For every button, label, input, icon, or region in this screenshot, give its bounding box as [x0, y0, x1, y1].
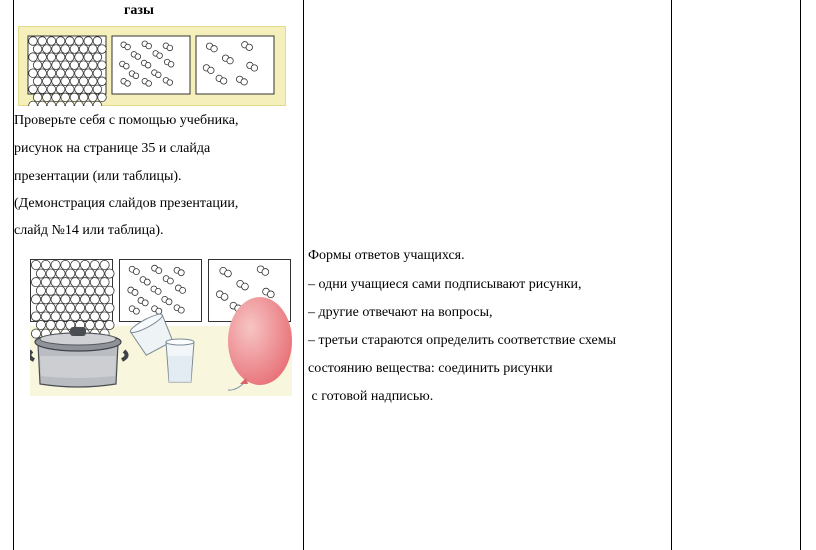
solid-particle	[100, 278, 109, 287]
solid-particle	[61, 77, 70, 86]
liquid-particle	[167, 278, 173, 284]
solid-particle	[79, 45, 88, 54]
liquid-particle	[135, 54, 141, 60]
solid-particle	[75, 37, 84, 46]
solid-particle	[29, 37, 38, 46]
solid-particle	[33, 93, 42, 102]
solid-particle	[75, 101, 84, 106]
solid-particle	[100, 295, 109, 304]
solid-particle	[89, 61, 98, 70]
solid-particle	[66, 85, 75, 94]
solid-particle	[52, 45, 61, 54]
solid-particle	[79, 77, 88, 86]
liquid-particle	[178, 307, 184, 313]
liquid-particle	[156, 308, 162, 314]
instruction-line: слайд №14 или таблица).	[14, 223, 164, 238]
instruction-line: Проверьте себя с помощью учебника,	[14, 113, 239, 128]
solid-particle	[80, 312, 89, 321]
solid-particle	[93, 85, 102, 94]
gas-particle	[221, 294, 228, 301]
gas-particle	[225, 270, 232, 277]
solid-particle	[61, 61, 70, 70]
solid-particle	[84, 85, 93, 94]
solid-particle	[36, 286, 45, 295]
solid-particle	[66, 53, 75, 62]
solid-particle	[47, 69, 56, 78]
solid-particle	[56, 85, 65, 94]
table-column-divider-2	[671, 0, 672, 550]
gas-particle	[220, 78, 226, 84]
solid-particle	[29, 101, 38, 106]
solid-particle	[66, 269, 75, 278]
solid-particle	[61, 278, 70, 287]
liquid-particle	[157, 53, 163, 59]
solid-particle	[66, 303, 75, 312]
solid-particle	[43, 45, 52, 54]
answer-forms-heading: Формы ответов учащихся.	[308, 248, 465, 263]
solid-particle	[61, 45, 70, 54]
solid-particle	[46, 269, 55, 278]
solid-particle	[71, 260, 80, 269]
gas-particle	[267, 291, 274, 298]
answer-form-item-continuation: с готовой надписью.	[308, 389, 434, 404]
solid-particle	[66, 286, 75, 295]
liquid-particle	[145, 62, 151, 68]
solid-particle	[33, 45, 42, 54]
solid-particle	[84, 101, 93, 106]
solid-particle	[41, 312, 50, 321]
solid-particle	[80, 260, 89, 269]
solid-particle	[38, 85, 47, 94]
gas-particle	[251, 65, 257, 71]
solid-particle	[38, 53, 47, 62]
gas-particle	[227, 58, 233, 64]
solid-particle	[29, 85, 38, 94]
solid-particle	[46, 320, 55, 329]
solid-particle	[56, 286, 65, 295]
solid-particle	[61, 295, 70, 304]
gas-particle	[211, 46, 217, 52]
answer-form-item: – третьи стараются определить соответствие схемы	[308, 333, 616, 348]
answer-form-item: – одни учащиеся сами подписывают рисунки,	[308, 277, 582, 292]
gas-particle	[262, 269, 269, 276]
solid-particle	[51, 295, 60, 304]
solid-particle	[85, 303, 94, 312]
liquid-particle	[133, 269, 139, 275]
solid-particle	[105, 320, 114, 329]
liquid-particle	[142, 300, 148, 306]
liquid-particle	[178, 270, 184, 276]
liquid-particle	[167, 45, 173, 51]
solid-particle	[29, 53, 38, 62]
solid-particle	[75, 69, 84, 78]
solid-particle	[66, 101, 75, 106]
solid-particle	[41, 260, 50, 269]
solid-particle	[98, 77, 107, 86]
solid-particle	[98, 93, 107, 102]
gas-particle	[242, 283, 249, 290]
solid-particle	[70, 93, 79, 102]
liquid-particle	[156, 72, 162, 78]
solid-particle	[52, 77, 61, 86]
liquid-particle	[168, 61, 174, 67]
solid-particle	[84, 53, 93, 62]
liquid-particle	[133, 308, 139, 314]
states-of-matter-illustration	[30, 256, 292, 396]
solid-particle	[93, 69, 102, 78]
solid-particle	[56, 269, 65, 278]
solid-particle	[47, 101, 56, 106]
solid-particle	[61, 260, 70, 269]
solid-particle	[95, 320, 104, 329]
solid-particle	[90, 260, 99, 269]
solid-particle	[61, 312, 70, 321]
liquid-particle	[125, 81, 131, 87]
solid-particle	[31, 312, 40, 321]
solid-particle	[90, 295, 99, 304]
solid-particle	[98, 61, 107, 70]
solid-particle	[31, 329, 40, 338]
solid-particle	[100, 260, 109, 269]
solid-particle	[66, 37, 75, 46]
solid-particle	[79, 61, 88, 70]
solid-particle	[38, 37, 47, 46]
solid-particle	[38, 69, 47, 78]
solid-particle	[43, 77, 52, 86]
liquid-particle	[125, 44, 131, 50]
gas-particle	[241, 79, 247, 85]
solid-particle	[41, 295, 50, 304]
solid-particle	[93, 101, 102, 106]
solid-particle	[93, 53, 102, 62]
solid-particle	[56, 320, 65, 329]
solid-particle	[71, 295, 80, 304]
solid-particle	[36, 269, 45, 278]
solid-particle	[89, 45, 98, 54]
solid-particle	[56, 101, 65, 106]
solid-particle	[80, 295, 89, 304]
solid-particle	[84, 69, 93, 78]
table-column-divider-1	[303, 0, 304, 550]
solid-particle	[85, 320, 94, 329]
solid-particle	[51, 278, 60, 287]
solid-particle	[56, 69, 65, 78]
liquid-particle	[180, 287, 186, 293]
solid-particle	[89, 77, 98, 86]
solid-particle	[100, 312, 109, 321]
solid-particle	[95, 269, 104, 278]
solid-particle	[76, 286, 85, 295]
solid-particle	[85, 269, 94, 278]
liquid-particle	[155, 288, 161, 294]
instruction-line: презентации (или таблицы).	[14, 169, 182, 184]
liquid-particle	[124, 63, 130, 69]
solid-particle	[95, 303, 104, 312]
solid-particle	[70, 45, 79, 54]
solid-particle	[105, 303, 114, 312]
instruction-line: рисунок на странице 35 и слайда	[14, 141, 211, 156]
solid-particle	[71, 278, 80, 287]
solid-particle	[31, 295, 40, 304]
table-column-divider-3	[800, 0, 801, 550]
glass-icon	[166, 339, 194, 382]
solid-particle	[46, 303, 55, 312]
solid-particle	[76, 269, 85, 278]
solid-particle	[56, 303, 65, 312]
solid-particle	[79, 93, 88, 102]
solid-particle	[29, 69, 38, 78]
liquid-particle	[132, 289, 138, 295]
solid-particle	[46, 286, 55, 295]
solid-particle	[36, 320, 45, 329]
instruction-line: (Демонстрация слайдов презентации,	[14, 196, 239, 211]
solid-particle	[52, 93, 61, 102]
liquid-particle	[144, 279, 150, 285]
solid-particle	[93, 37, 102, 46]
answer-form-item-continuation: состоянию вещества: соединить рисунки	[308, 361, 553, 376]
states-of-matter-particle-diagram	[18, 26, 286, 106]
solid-particle	[52, 61, 61, 70]
solid-particle	[43, 93, 52, 102]
liquid-particle	[156, 268, 162, 274]
pot-icon	[30, 327, 127, 387]
solid-particle	[33, 61, 42, 70]
liquid-particle	[133, 73, 139, 79]
solid-particle	[80, 278, 89, 287]
liquid-particle	[166, 299, 172, 305]
liquid-particle	[167, 80, 173, 86]
solid-particle	[98, 45, 107, 54]
solid-particle	[75, 53, 84, 62]
solid-particle	[95, 286, 104, 295]
solid-particle	[47, 85, 56, 94]
liquid-particle	[146, 81, 152, 87]
solid-particle	[61, 93, 70, 102]
solid-particle	[105, 286, 114, 295]
solid-particle	[76, 303, 85, 312]
solid-particle	[38, 101, 47, 106]
gas-particle	[246, 44, 252, 50]
gas-particle	[208, 67, 214, 73]
solid-particle	[71, 312, 80, 321]
solid-particle	[70, 77, 79, 86]
solid-particle	[31, 260, 40, 269]
solid-particle	[84, 37, 93, 46]
solid-particle	[43, 61, 52, 70]
solid-particle	[47, 37, 56, 46]
solid-particle	[41, 278, 50, 287]
solid-particle	[51, 312, 60, 321]
solid-particle	[56, 53, 65, 62]
solid-particle	[75, 85, 84, 94]
solid-particle	[85, 286, 94, 295]
liquid-particle	[146, 43, 152, 49]
solid-particle	[56, 37, 65, 46]
solid-particle	[51, 260, 60, 269]
solid-particle	[70, 61, 79, 70]
solid-particle	[31, 278, 40, 287]
solid-particle	[36, 303, 45, 312]
solid-particle	[47, 53, 56, 62]
solid-particle	[105, 269, 114, 278]
solid-particle	[90, 312, 99, 321]
solid-particle	[90, 278, 99, 287]
table-left-border	[13, 0, 14, 550]
gases-heading: газы	[124, 3, 154, 18]
solid-particle	[66, 69, 75, 78]
solid-particle	[89, 93, 98, 102]
solid-particle	[33, 77, 42, 86]
answer-form-item: – другие отвечают на вопросы,	[308, 305, 493, 320]
